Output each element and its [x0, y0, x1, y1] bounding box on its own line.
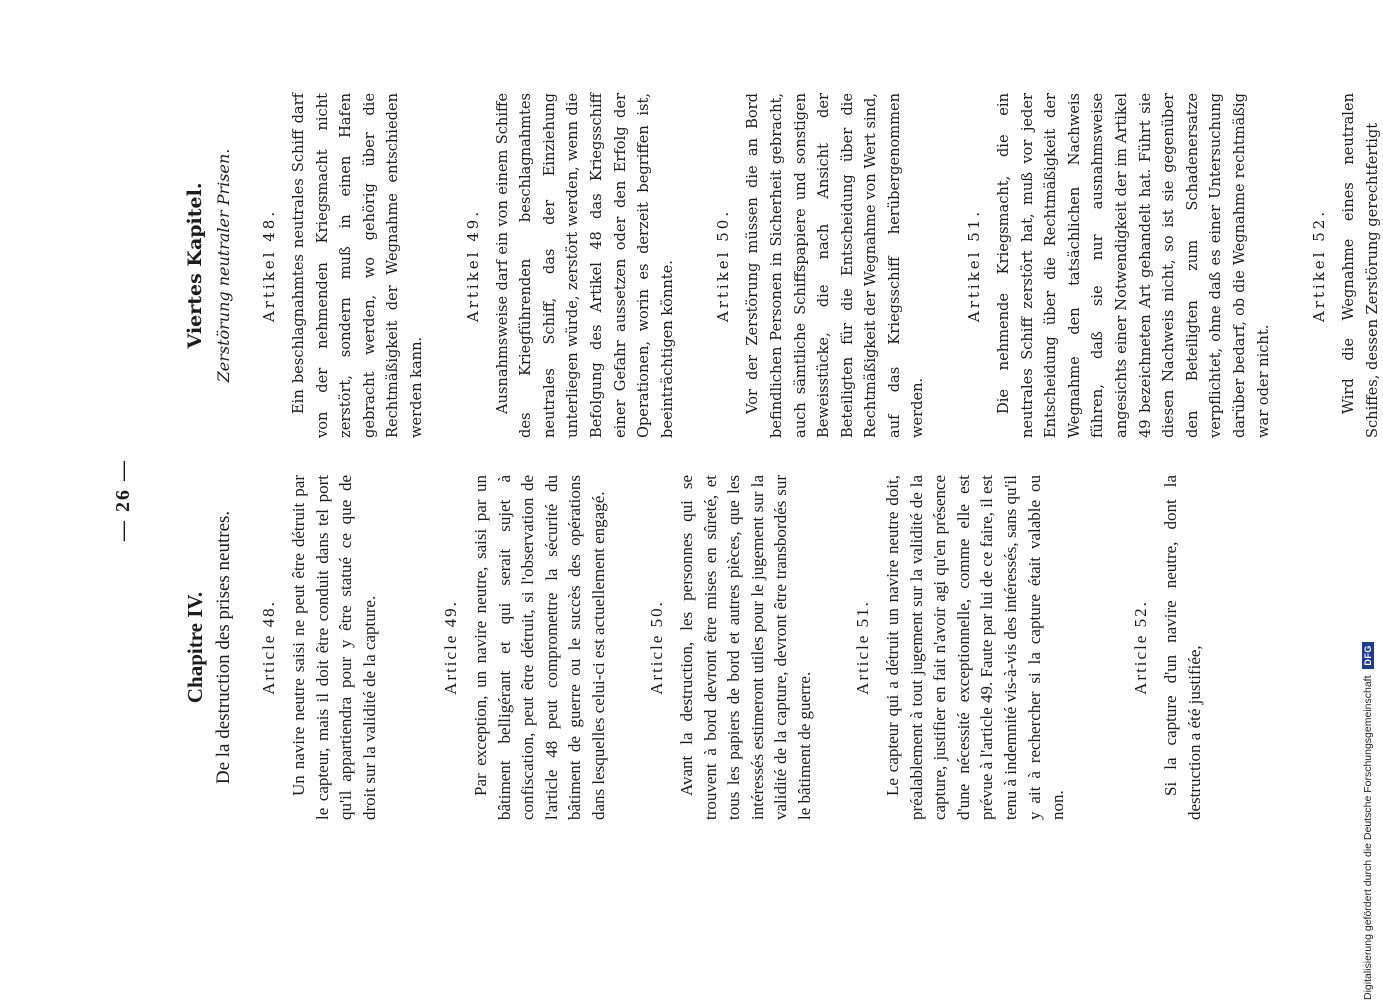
- article-title: Artikel 51.: [965, 208, 984, 323]
- article-title: Article 52.: [1131, 600, 1150, 695]
- french-article-52: [1129, 475, 1206, 820]
- article-title: Artikel 50.: [714, 208, 733, 323]
- article-text: Si la capture d'un navire neutre, dont la destruction a été justifiée,: [1161, 475, 1204, 820]
- article-title: Article 51.: [853, 600, 872, 695]
- german-chapter-title: Viertes Kapitel.: [184, 182, 206, 349]
- article-text: Ein beschlagnahmtes neutrales Schiff darf von der nehmenden Kriegsmacht nicht zerstört, sondern muß in einen Hafen gebracht werden, wo gehörig über die Rechtmäßigkeit der Wegnahme entschieden werden kann.: [290, 93, 425, 438]
- article-text: Par exception, un navire neutre, saisi par un bâtiment belligérant et qui serait sujet à confiscation, peut être détruit, si l'observation de l'article 48 peut compromettre la sécurité du bâtiment de guerre ou le succès des opérations dans lesquelles celui-ci est actuellement engagé.: [471, 475, 608, 820]
- article-text: Wird die Wegnahme eines neutralen Schiffes, dessen Zerstörung gerechtfertigt: [1340, 93, 1381, 438]
- article-title: Artikel 48.: [260, 208, 278, 323]
- german-article-51: [962, 93, 1275, 438]
- german-article-48: [257, 93, 429, 438]
- french-article-48: [257, 475, 407, 820]
- german-article-50: [711, 93, 930, 438]
- article-title: Artikel 52.: [1310, 208, 1329, 323]
- french-article-49: [439, 475, 613, 820]
- article-title: Artikel 49.: [463, 208, 482, 323]
- french-article-51: [851, 475, 1097, 820]
- article-text: Vor der Zerstörung müssen die an Bord befindlichen Personen in Sicherheit gebracht, auch sämtliche Schiffspapiere und sonstigen Beweisstücke, die nach Ansicht der Beteiligten für die Entscheidung über die Rechtmäßigkeit der Wegnahme von Wert sind, auf das Kriegsschiff herübergenommen werden.: [744, 93, 927, 438]
- article-title: Article 49.: [441, 600, 460, 695]
- dfg-logo-icon: DFG: [1362, 642, 1374, 669]
- funding-note: [1362, 0, 1374, 1000]
- article-title: Article 48.: [259, 600, 278, 695]
- german-chapter-subtitle: Zerstörung neutraler Prisen.: [214, 148, 233, 383]
- article-title: Article 50.: [647, 600, 666, 695]
- article-text: Die nehmende Kriegsmacht, die ein neutrales Schiff zerstört hat, muß vor jeder Entscheidung über die Rechtmäßigkeit der Wegnahme den tatsächlichen Nachweis führen, daß sie nur ausnahmsweise angesichts einer Notwendigkeit der im Artikel 49 bezeichneten Art gehandelt hat. Führt sie diesen Nachweis nicht, so ist sie gegenüber den Beteiligten zum Schadenersatze verpflichtet, ohne daß es einer Untersuchung darüber bedarf, ob die Wegnahme rechtmäßig war oder nicht.: [995, 93, 1272, 438]
- page-number: — 26 —: [112, 459, 134, 541]
- french-chapter-subtitle: De la destruction des prises neutres.: [213, 510, 234, 785]
- french-column: [180, 475, 1238, 820]
- article-text: Le capteur qui a détruit un navire neutre doit, préalablement à tout jugement sur la validité de la capture, justifier en fait n'avoir agi qu'en présence d'une nécessité exceptionnelle, comme elle est prévue à l'article 49. Faute par lui de ce faire, il est tenu à indemnité vis-à-vis des intéressés, sans qu'il y ait à rechercher si la capture était valable ou non.: [883, 475, 1068, 820]
- german-article-49: [461, 93, 680, 438]
- article-text: Avant la destruction, les personnes qui se trouvent à bord devront être mises en sûreté, et tous les papiers de bord et autres pièces, que les intéressés estimeront utiles pour le jugement sur la validité de la capture, devront être transbordés sur le bâtiment de guerre.: [677, 475, 814, 820]
- funding-text: Digitalisierung gefördert durch die Deutsche Forschungsgemeinschaft: [1362, 675, 1374, 1000]
- french-article-50: [645, 475, 819, 820]
- german-column: [180, 93, 1383, 438]
- french-chapter-title: Chapitre IV.: [183, 591, 207, 704]
- article-text: Un navire neutre saisi ne peut être détruit par le capteur, mais il doit être conduit dans tel port qu'il appartiendra pour y être statué ce que de droit sur la validité de la capture.: [289, 475, 379, 820]
- article-text: Ausnahmsweise darf ein von einem Schiffe des Kriegführenden beschlagnahmtes neutrales Schiff, das der Einziehung unterliegen würde, zerstört werden, wenn die Befolgung des Artikel 48 das Kriegsschiff einer Gefahr aussetzen oder den Erfolg der Operationen, worin es derzeit begriffen ist, beeinträchtigen könnte.: [493, 93, 676, 438]
